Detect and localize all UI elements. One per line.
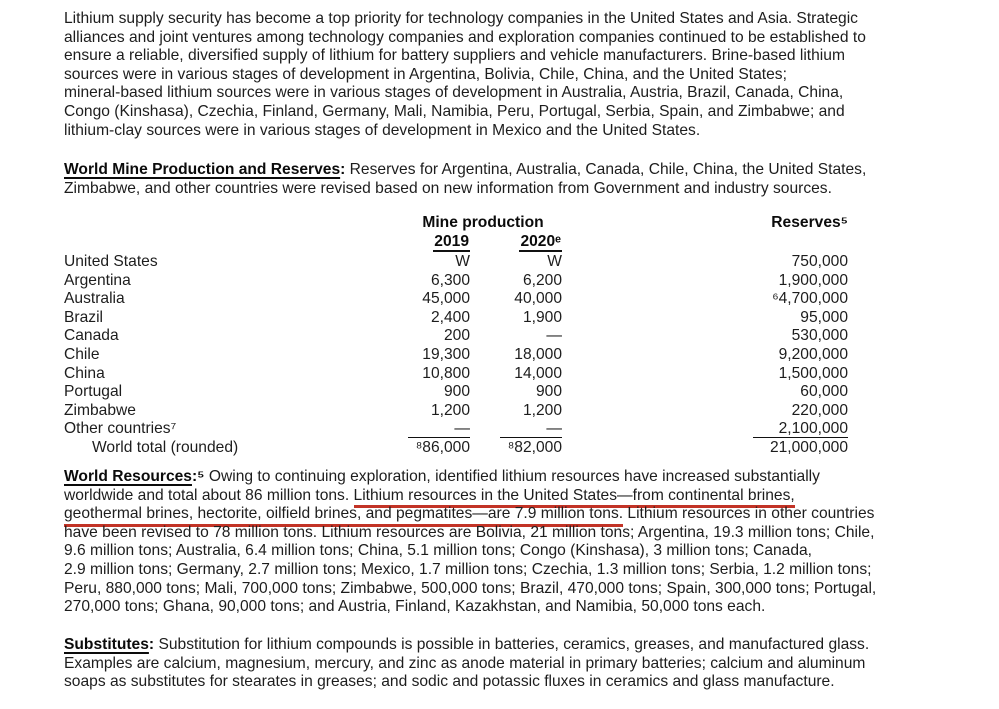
text-line <box>64 180 984 199</box>
table-row <box>64 327 848 346</box>
cell-reserves: 220,000 <box>791 401 848 419</box>
text-line <box>64 103 984 122</box>
table-header-spacer <box>562 233 848 253</box>
text-line <box>64 561 994 580</box>
section-heading: World Mine Production and Reserves <box>64 161 341 178</box>
cell-production-2020: 18,000 <box>514 345 562 363</box>
red-underlined-text: geothermal brines, hectorite, oilfield brines, and pegmatites—are 7.9 million tons. <box>64 505 623 527</box>
cell-production-2020: W <box>547 253 562 270</box>
cell-production-2019 <box>404 420 470 439</box>
text-run: mineral-based lithium sources were in various stages of development in Australia, Austria, Brazil, Canada, China, <box>64 84 844 102</box>
cell-production-2019: 900 <box>443 383 470 401</box>
cell-production-2019: 19,300 <box>422 345 470 363</box>
cell-country: Portugal <box>64 383 123 401</box>
red-underlined-text: Lithium resources in the United States—from continental brines, <box>354 487 795 509</box>
text-run: have been revised to 78 million tons. Lithium resources are Bolivia, 21 million tons; Argentina, 19.3 million tons; Chile, <box>64 523 875 541</box>
table-group-header-row <box>64 213 848 233</box>
text-line <box>64 29 984 48</box>
table-year-header-row <box>64 233 848 253</box>
text-run: ⁵ <box>197 468 205 485</box>
text-run: ensure a reliable, diversified supply of lithium for battery suppliers and vehicle manufacturers. Brine-based lithium <box>64 47 845 65</box>
text-run: sources were in various stages of development in Argentina, Bolivia, Chile, China, and the United States; <box>64 65 787 83</box>
cell-production-2020: — <box>546 327 562 345</box>
cell-production-2019: 2,400 <box>430 308 470 326</box>
text-run: Lithium supply security has become a top priority for technology companies in the United States and Asia. Strategic <box>64 10 858 27</box>
intro-paragraph <box>64 10 984 140</box>
cell-reserves: 21,000,000 <box>769 438 848 456</box>
substitutes-paragraph <box>64 636 984 692</box>
reserves-header: Reserves⁵ <box>771 214 848 231</box>
text-run: Congo (Kinshasa), Czechia, Finland, Germany, Mali, Namibia, Peru, Portugal, Serbia, Spain, and Zimbabwe; and <box>64 102 845 120</box>
cell-reserves: 530,000 <box>791 327 848 345</box>
cell-production-2020: ⁸82,000 <box>507 438 562 456</box>
cell-production-2019: 6,300 <box>430 271 470 289</box>
cell-production-2019: W <box>455 253 470 270</box>
table-row <box>64 402 848 421</box>
text-run: Peru, 880,000 tons; Mali, 700,000 tons; Zimbabwe, 500,000 tons; Brazil, 470,000 tons; Spain, 300,000 tons; Portugal, <box>64 579 877 597</box>
text-line <box>64 47 984 66</box>
table-row <box>64 383 848 402</box>
cell-production-2019: 10,800 <box>422 364 470 382</box>
table-row <box>64 346 848 365</box>
text-run: lithium-clay sources were in various stages of development in Mexico and the United States. <box>64 121 701 139</box>
text-line <box>64 468 994 487</box>
cell-reserves: 60,000 <box>800 383 848 401</box>
text-run: : <box>340 161 346 178</box>
cell-production-2020: 40,000 <box>514 290 562 308</box>
text-run: worldwide and total about 86 million tons. <box>64 486 354 504</box>
cell-country: World total (rounded) <box>92 438 239 456</box>
cell-country: United States <box>64 253 158 270</box>
cell-production-2020: 14,000 <box>514 364 562 382</box>
cell-reserves: 750,000 <box>791 253 848 270</box>
text-run: Reserves for Argentina, Australia, Canada, Chile, China, the United States, <box>345 161 867 178</box>
text-run: 9.6 million tons; Australia, 6.4 million tons; China, 5.1 million tons; Congo (Kinshasa), 3 million tons; Canada, <box>64 542 813 560</box>
cell-production-2020: 1,900 <box>522 308 562 326</box>
world-mine-production-paragraph <box>64 161 984 198</box>
table-row <box>64 439 848 458</box>
section-heading: World Resources <box>64 468 192 485</box>
year-2019-header: 2019 <box>434 233 469 250</box>
mine-production-header: Mine production <box>422 214 544 231</box>
text-run: Lithium resources in other countries <box>623 505 875 523</box>
text-run: Owing to continuing exploration, identified lithium resources have increased substantially <box>204 468 820 485</box>
total-rule: 2,100,000 <box>753 421 848 438</box>
text-line <box>64 505 994 524</box>
world-resources-paragraph <box>64 468 994 617</box>
text-line <box>64 636 984 655</box>
table-header-spacer <box>64 213 404 233</box>
text-line <box>64 487 994 506</box>
text-line <box>64 655 984 674</box>
cell-country: Brazil <box>64 308 103 326</box>
table-body <box>64 253 848 458</box>
text-run: Examples are calcium, magnesium, mercury, and zinc as anode material in primary batteries; calcium and aluminum <box>64 654 866 672</box>
cell-country: China <box>64 364 105 382</box>
text-run: Substitution for lithium compounds is possible in batteries, ceramics, greases, and manufactured glass. <box>154 636 870 653</box>
text-run: Zimbabwe, and other countries were revised based on new information from Government and industry sources. <box>64 179 832 197</box>
text-line <box>64 673 984 692</box>
production-reserves-table <box>64 213 848 458</box>
cell-production-2020: 1,200 <box>522 401 562 419</box>
cell-country: Other countries⁷ <box>64 420 177 438</box>
text-run: 270,000 tons; Ghana, 90,000 tons; and Austria, Finland, Kazakhstan, and Namibia, 50,000 tons each. <box>64 598 766 616</box>
cell-country: Canada <box>64 327 119 345</box>
text-run: soaps as substitutes for stearates in greases; and sodic and potassic fluxes in ceramics and glass manufacture. <box>64 673 835 691</box>
cell-reserves <box>562 420 848 439</box>
cell-production-2020: 900 <box>535 383 562 401</box>
cell-production-2019: 45,000 <box>422 290 470 308</box>
cell-country: Argentina <box>64 271 131 289</box>
cell-country: Zimbabwe <box>64 401 136 419</box>
text-line <box>64 10 984 29</box>
text-line <box>64 580 994 599</box>
table-row <box>64 309 848 328</box>
cell-production-2020: 6,200 <box>522 271 562 289</box>
cell-country: Australia <box>64 290 125 308</box>
total-rule: — <box>500 421 562 438</box>
table-row <box>64 290 848 309</box>
text-run: alliances and joint ventures among technology companies and exploration companies continued to be established to <box>64 28 866 46</box>
table-row <box>64 365 848 384</box>
cell-production-2019: 1,200 <box>430 401 470 419</box>
text-line <box>64 66 984 85</box>
text-run: : <box>191 468 198 485</box>
cell-reserves: 1,500,000 <box>778 364 848 382</box>
text-run: : <box>148 636 155 653</box>
cell-reserves: 95,000 <box>800 308 848 326</box>
cell-production-2020 <box>470 420 562 439</box>
cell-production-2019: 200 <box>443 327 470 345</box>
cell-country: Chile <box>64 345 100 363</box>
cell-production-2019: ⁸86,000 <box>415 438 470 456</box>
table-header-spacer <box>64 233 404 253</box>
text-line <box>64 524 994 543</box>
table-row <box>64 253 848 272</box>
text-line <box>64 84 984 103</box>
cell-reserves: ⁶4,700,000 <box>772 290 848 308</box>
total-rule: — <box>408 421 470 438</box>
text-line <box>64 161 984 180</box>
table-row <box>64 420 848 439</box>
text-line <box>64 598 994 617</box>
text-run: 2.9 million tons; Germany, 2.7 million tons; Mexico, 1.7 million tons; Czechia, 1.3 million tons; Serbia, 1.2 million tons; <box>64 560 872 578</box>
cell-reserves: 1,900,000 <box>778 271 848 289</box>
section-heading: Substitutes <box>64 636 149 653</box>
cell-reserves: 9,200,000 <box>778 345 848 363</box>
year-2020-header: 2020ᵉ <box>520 233 561 250</box>
text-line <box>64 542 994 561</box>
table-row <box>64 272 848 291</box>
text-line <box>64 122 984 141</box>
